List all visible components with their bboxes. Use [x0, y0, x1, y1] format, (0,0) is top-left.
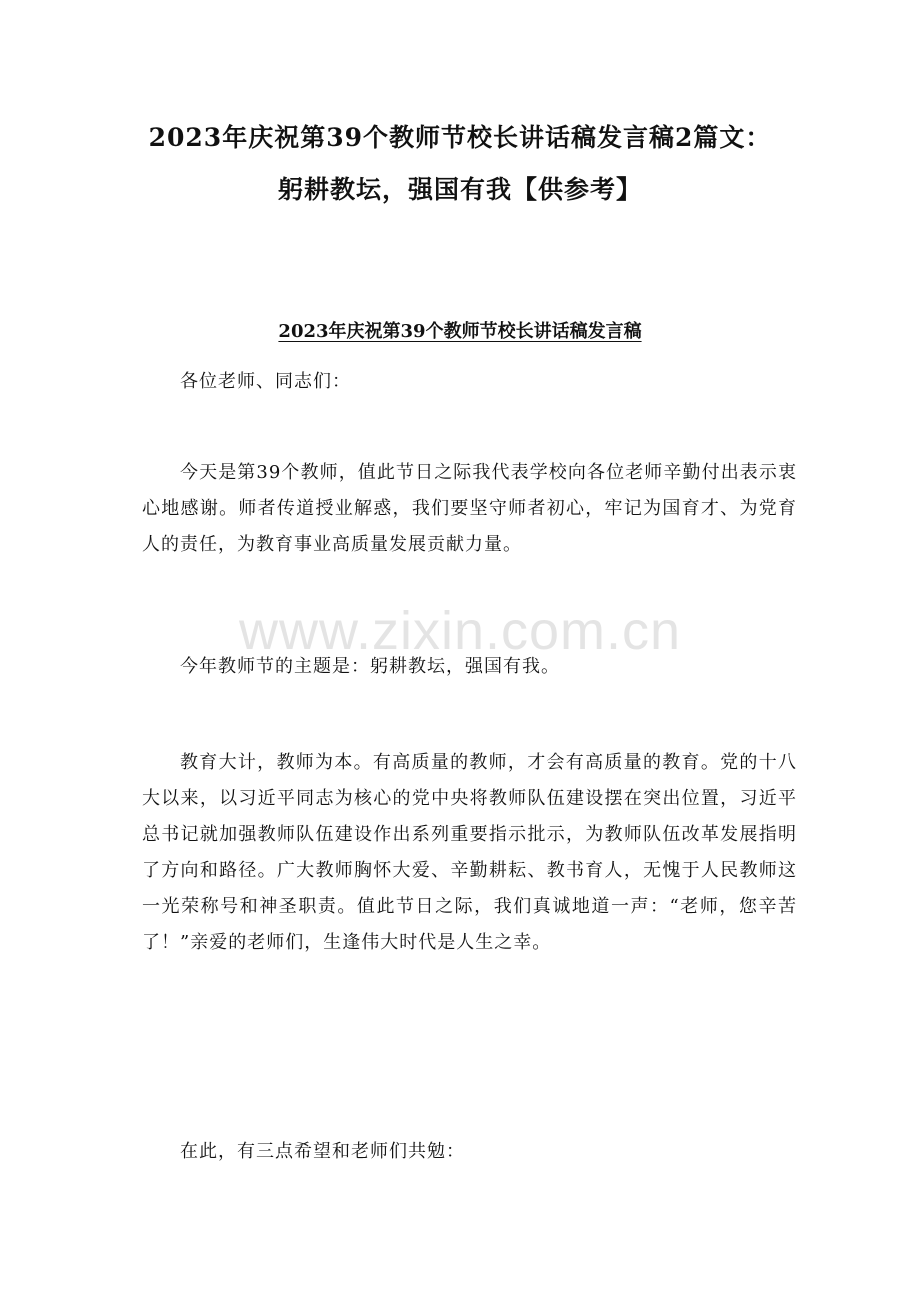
- paragraph-4: 在此，有三点希望和老师们共勉：: [180, 1141, 465, 1162]
- paragraph-3: 教育大计，教师为本。有高质量的教师，才会有高质量的教育。党的十八大以来，以习近平同志为核心的党中央将教师队伍建设摆在突出位置，习近平总书记就加强教师队伍建设作出系列重要指示批示，为教师队伍改革发展指明了方向和路径。广大教师胸怀大爱、辛勤耕耘、教书育人，无愧于人民教师这一光荣称号和神圣职责。值此节日之际，我们真诚地道一声：“老师，您辛苦了！”亲爱的老师们，生逢伟大时代是人生之幸。: [142, 752, 797, 953]
- watermark: www.zixin.com.cn: [238, 601, 682, 661]
- document-title-line-2: 躬耕教坛，强国有我【供参考】: [277, 175, 642, 204]
- section-title: [0, 318, 920, 346]
- salutation: 各位老师、同志们：: [180, 371, 351, 392]
- document-title: [0, 112, 920, 216]
- section-title-text: 2023年庆祝第39个教师节校长讲话稿发言稿: [278, 321, 642, 342]
- paragraph-2: 今年教师节的主题是：躬耕教坛，强国有我。: [180, 656, 560, 677]
- paragraph-1: 今天是第39个教师，值此节日之际我代表学校向各位老师辛勤付出表示衷心地感谢。师者传道授业解惑，我们要坚守师者初心，牢记为国育才、为党育人的责任，为教育事业高质量发展贡献力量。: [142, 462, 797, 555]
- document-title-line-1: 2023年庆祝第39个教师节校长讲话稿发言稿2篇文：: [148, 123, 772, 152]
